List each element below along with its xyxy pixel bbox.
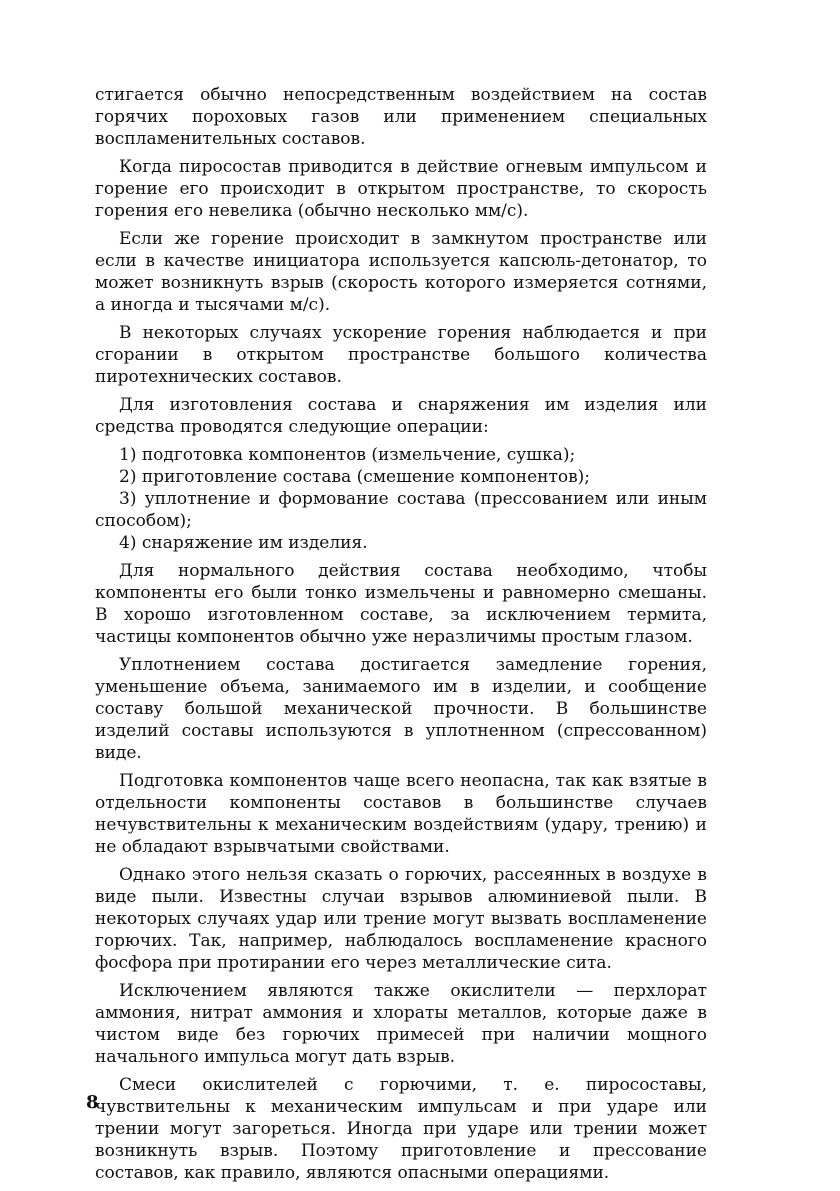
list-item: 4) снаряжение им изделия. <box>119 533 368 553</box>
paragraph-acceleration: В некоторых случаях ускорение горения наблюдается и при сгорании в открытом пространстве большого количества пиротехнических составов. <box>95 323 707 387</box>
paragraph-dust-hazard: Однако этого нельзя сказать о горючих, рассеянных в воздухе в виде пыли. Известны случаи взрывов алюминиевой пыли. В некоторых случаях удар или трение могут вызвать воспламенение горючих. Так, например, наблюдалось воспламенение красного фосфора при протирании его через металлические сита. <box>95 865 707 973</box>
paragraph-mixtures-hazard: Смеси окислителей с горючими, т. е. пиросоставы, чувствительны к механическим импульсам и при ударе или трении могут загореться. Иногда при ударе или трении может возникнуть взрыв. Поэтому приготовление и прессование составов, как правило, являются опасными операциями. <box>95 1075 707 1183</box>
document-body <box>95 84 707 1190</box>
list-item: 2) приготовление состава (смешение компонентов); <box>119 467 591 487</box>
paragraph-compaction: Уплотнением состава достигается замедление горения, уменьшение объема, занимаемого им в изделии, и сообщение составу большой механической прочности. В большинстве изделий составы используются в уплотненном (спрессованном) виде. <box>95 655 707 763</box>
paragraph-open-space-burning: Когда пиросостав приводится в действие огневым импульсом и горение его происходит в открытом пространстве, то скорость горения его невелика (обычно несколько мм/с). <box>95 157 707 221</box>
list-item: 3) уплотнение и формование состава (прессованием или иным способом); <box>95 489 707 531</box>
paragraph-closed-space-explosion: Если же горение происходит в замкнутом пространстве или если в качестве инициатора используется капсюль-детонатор, то может возникнуть взрыв (скорость которого измеряется сотнями, а иногда и тысячами м/с). <box>95 229 707 315</box>
paragraph-operations-intro: Для изготовления состава и снаряжения им изделия или средства проводятся следующие операции: <box>95 395 707 437</box>
paragraph-oxidizers: Исключением являются также окислители — перхлорат аммония, нитрат аммония и хлораты металлов, которые даже в чистом виде без горючих примесей при наличии мощного начального импульса могут дать взрыв. <box>95 981 707 1067</box>
list-item: 1) подготовка компонентов (измельчение, сушка); <box>119 445 576 465</box>
paragraph-grinding-mixing: Для нормального действия состава необходимо, чтобы компоненты его были тонко измельчены и равномерно смешаны. В хорошо изготовленном составе, за исключением термита, частицы компонентов обычно уже неразличимы простым глазом. <box>95 561 707 647</box>
paragraph-continuation: стигается обычно непосредственным воздействием на состав горячих пороховых газов или применением специальных воспламенительных составов. <box>95 85 707 149</box>
paragraph-preparation-safety: Подготовка компонентов чаще всего неопасна, так как взятые в отдельности компоненты составов в большинстве случаев нечувствительны к механическим воздействиям (удару, трению) и не обладают взрывчатыми свойствами. <box>95 771 707 857</box>
page-number: 8 <box>86 1092 99 1113</box>
